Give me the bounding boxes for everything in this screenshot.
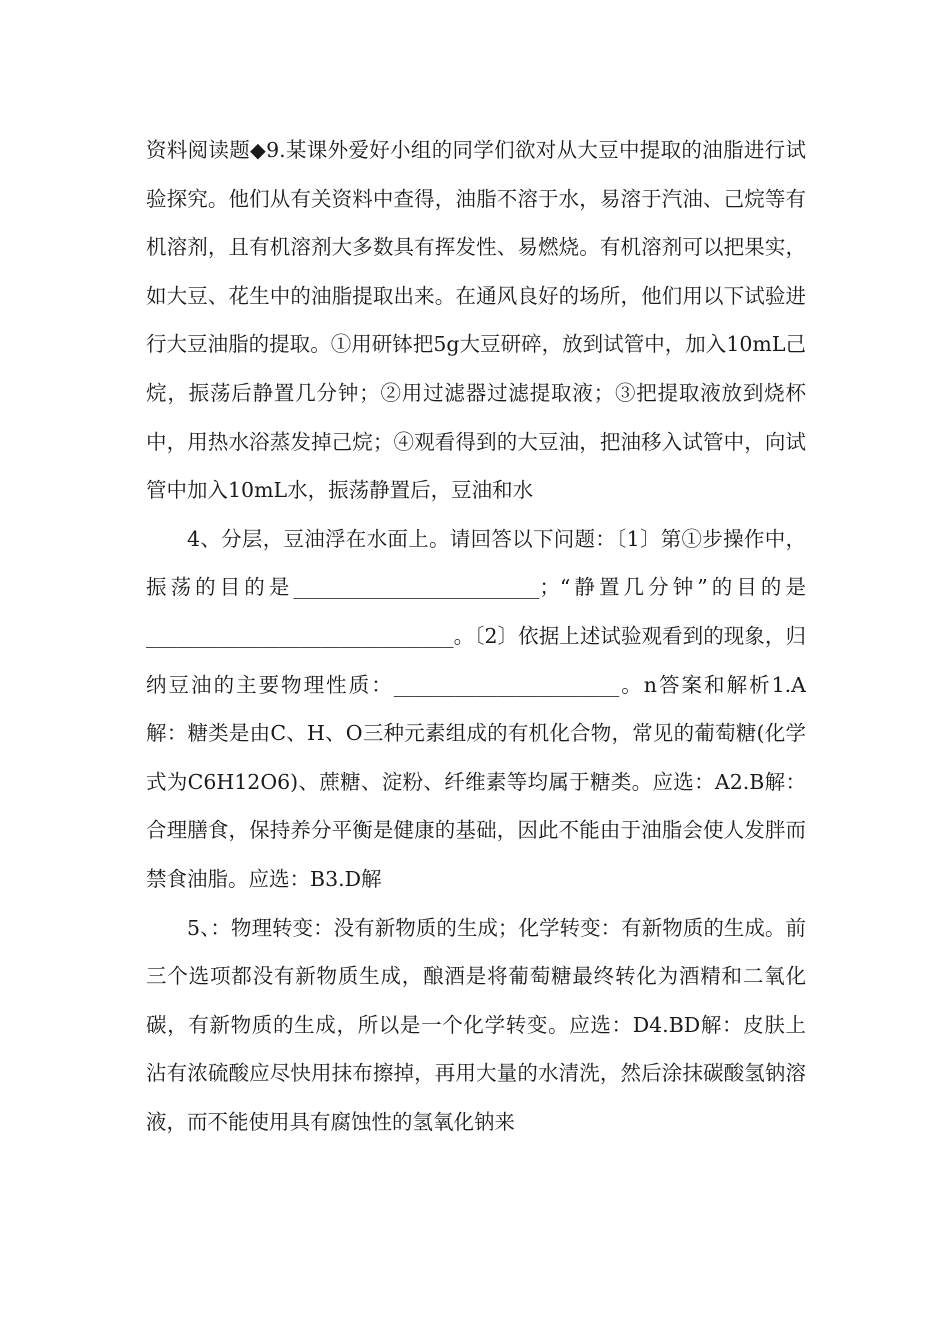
paragraph-questions-and-answers: 4、分层，豆油浮在水面上。请回答以下问题：〔1〕第①步操作中，振荡的目的是________________________；“静置几分钟”的目的是______________________________。〔2〕依据上述试验观看到的现象，归纳豆油的主要物理性质：______________________。n答案和解析1.A解：糖类是由C、H、O三种元素组成的有机化合物，常见的葡萄糖(化学式为C6H12O6)、蔗糖、淀粉、纤维素等均属于糖类。应选：A2.B解：合理膳食，保持养分平衡是健康的基础，因此不能由于油脂会使人发胖而禁食油脂。应选：B3.D解: [146, 526, 806, 891]
paragraph-answer-explanations: 5、：物理转变：没有新物质的生成；化学转变：有新物质的生成。前三个选项都没有新物质生成，酿酒是将葡萄糖最终转化为酒精和二氧化碳，有新物质的生成，所以是一个化学转变。应选：D4.BD解：皮肤上沾有浓硫酸应尽快用抹布擦掉，再用大量的水清洗，然后涂抹碳酸氢钠溶液，而不能使用具有腐蚀性的氢氧化钠来: [146, 915, 806, 1134]
paragraph-reading-question: 资料阅读题◆9.某课外爱好小组的同学们欲对从大豆中提取的油脂进行试验探究。他们从有关资料中查得，油脂不溶于水，易溶于汽油、己烷等有机溶剂，且有机溶剂大多数具有挥发性、易燃烧。有机溶剂可以把果实，如大豆、花生中的油脂提取出来。在通风良好的场所，他们用以下试验进行大豆油脂的提取。①用研钵把5g大豆研碎，放到试管中，加入10mL己烷，振荡后静置几分钟；②用过滤器过滤提取液；③把提取液放到烧杯中，用热水浴蒸发掉己烷；④观看得到的大豆油，把油移入试管中，向试管中加入10mL水，振荡静置后，豆油和水: [146, 138, 806, 503]
document-page: [146, 126, 806, 1146]
